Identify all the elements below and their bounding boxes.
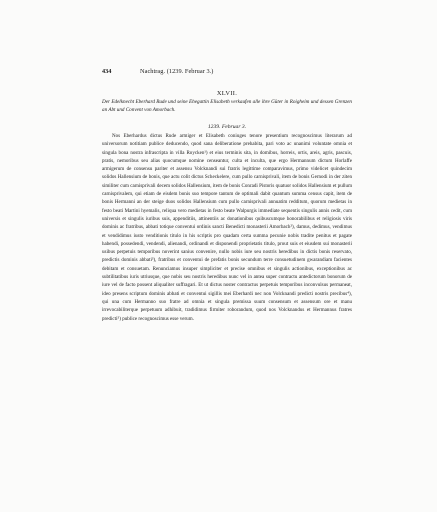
page-number: 434 — [102, 68, 112, 75]
document-date: 1239. Februar 3. — [207, 124, 247, 130]
running-title: Nachtrag. (1239. Februar 3.) — [140, 68, 214, 75]
document-number: XLVII. — [216, 90, 238, 97]
document-summary: Der Edelknecht Eberhard Rude und seine Ehegattin Elisabeth verkaufen alle ihre Güter in Roigheim und dessen Grenzen an Abt und Convent von Amorbach. — [102, 99, 352, 113]
document-body: Nos Eberhardus dictus Rude armiger et Elisabeth coniuges tenore presentium recognoscimus literarum ad universorum notitiam publice deducendo, quod sana deliberatione prehabita, pari voto ac unanimi voluntate omnia et singula bona nostra infrascripta in villa Roycken¹) et eius terminis sita, in domibus, horreis, ortis, areis, agris, pascuis, pratis, nemoribus seu alias quocumque nomine censeantur, culta et inculta, que ergo Hermannum dictum Horlaffe armigerum de consensu pariter et assensu Volcknandi sui fratris legittime comparavimus, primo videlicet quindecim solidos Hallensium de bonis, que actu colit dictus Scheckelere, cum pullo carnisprivali, item de bonis Gernodi in der ziten similiter cum carnisprivali decem solidos Hallensium, item de bonis Conradi Pistoris quatuor solidos Hallensium et pullum carnisprivalem, qui etiam de eisdem bonis suo tempore tantum de optimali dabit quantum summa census capit, item de bonis Hermanni an der steige duos solidos Hallensium cum pullo carnisprivali annuatim redditum, quorum medietas in festo beati Martini hyemalis, reliqua vero medietas in festo beate Walpurgis immediate sequentis singulis annis cedit, cum universis et singulis iuribus suis, appenditiis, attinentiis ac donationibus quibuscumque honorabilibus et religiosis viris dominis ac fratribus, abbati totique conventui ordinis sancti Benedicti monasterii Amorbach²), damus, dedimus, vendimus et vendidimus iusto venditionis titulo in his scriptis pro quadam certa summa pecunie nobis tradite penitus et pagate habendi, possedendi, vendendi, alienandi, ordinandi et disponendi proprietatis titulo, prout suis et eiusdem sui monasterii usibus perpetuis temporibus noverint sanius convenire, nullo nobis iure seu nostris heredibus in dictis bonis reservato, predictis dominis abbati³), fratribus et conventui de prefatis bonis secundum terre consuetudinem gwarandiam facientes debitam et consuetam. Renunciamus insuper simpliciter et precise omnibus et singulis actionibus, exceptionibus ac subtilitatibus iuris utriusque, que nobis seu nostris heredibus nunc vel in antea super contractu antedictorum bonorum de iure vel de facto possent aliqualiter suffragari. Et ut dictus noster contractus perpetuis temporibus inconvulsus permaneat, ideo presens scriptum dominis abbati et conventui sigillis mei Eberhardi nec non Volcknandi predicti nostris precibus⁴), qui una cum Hermanno suo fratre ad omnia et singula premissa suum consensum et assensum ore et manu irrevocabiliterque perpetuum adhibuit, tradidimus firmiter roborandum, quod nos Volcknandus et Hermannus fratres predicti⁵) publice recognoscimus esse verum. — [102, 134, 352, 322]
